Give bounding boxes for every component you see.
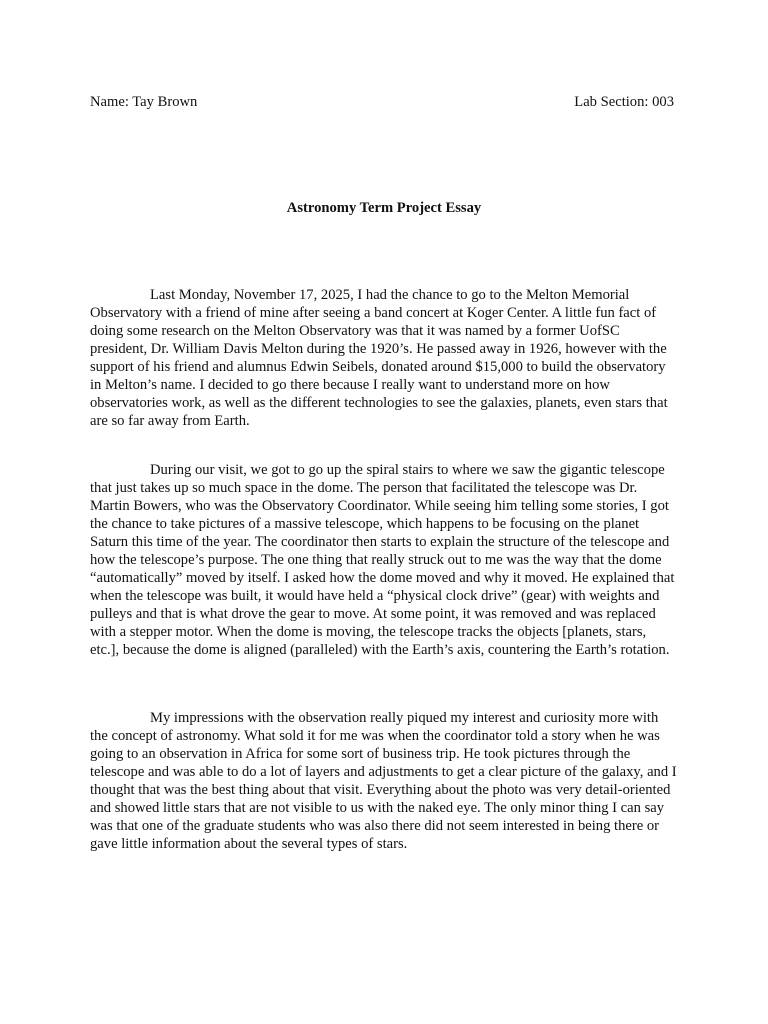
document-header [90, 93, 674, 111]
essay-title: Astronomy Term Project Essay [286, 200, 482, 216]
essay-paragraph-1: Last Monday, November 17, 2025, I had the chance to go to the Melton Memorial Observatory with a friend of mine after seeing a band concert at Koger Center. A little fun fact of doing some research on the Melton Observatory was that it was named by a former UofSC president, Dr. William Davis Melton during the 1920’s. He passed away in 1926, however with the support of his friend and alumnus Edwin Seibels, donated around $15,000 to build the observatory in Melton’s name. I decided to go there because I really want to understand more on how observatories work, as well as the different technologies to see the galaxies, planets, even stars that are so far away from Earth. [90, 287, 668, 429]
lab-section: Lab Section: 003 [574, 94, 674, 110]
essay-paragraph-3: My impressions with the observation really piqued my interest and curiosity more with the concept of astronomy. What sold it for me was when the coordinator told a story when he was going to an observation in Africa for some sort of business trip. He took pictures through the telescope and was able to do a lot of layers and adjustments to get a clear picture of the galaxy, and I thought that was the best thing about that visit. Everything about the photo was very detail-oriented and showed little stars that are not visible to us with the naked eye. The only minor thing I can say was that one of the graduate students who was also there did not seem interested in being there or gave little information about the several types of stars. [90, 710, 677, 852]
student-name: Name: Tay Brown [90, 94, 198, 110]
essay-paragraph-2: During our visit, we got to go up the spiral stairs to where we saw the gigantic telescope that just takes up so much space in the dome. The person that facilitated the telescope was Dr. Martin Bowers, who was the Observatory Coordinator. While seeing him telling some stories, I got the chance to take pictures of a massive telescope, which happens to be focusing on the planet Saturn this time of the year. The coordinator then starts to explain the structure of the telescope and how the telescope’s purpose. The one thing that really struck out to me was the way that the dome “automatically” moved by itself. I asked how the dome moved and why it moved. He explained that when the telescope was built, it would have held a “physical clock drive” (gear) with weights and pulleys and that is what drove the gear to move. At some point, it was removed and was replaced with a stepper motor. When the dome is moving, the telescope tracks the objects [planets, stars, etc.], because the dome is aligned (paralleled) with the Earth’s axis, countering the Earth’s rotation. [90, 462, 675, 658]
